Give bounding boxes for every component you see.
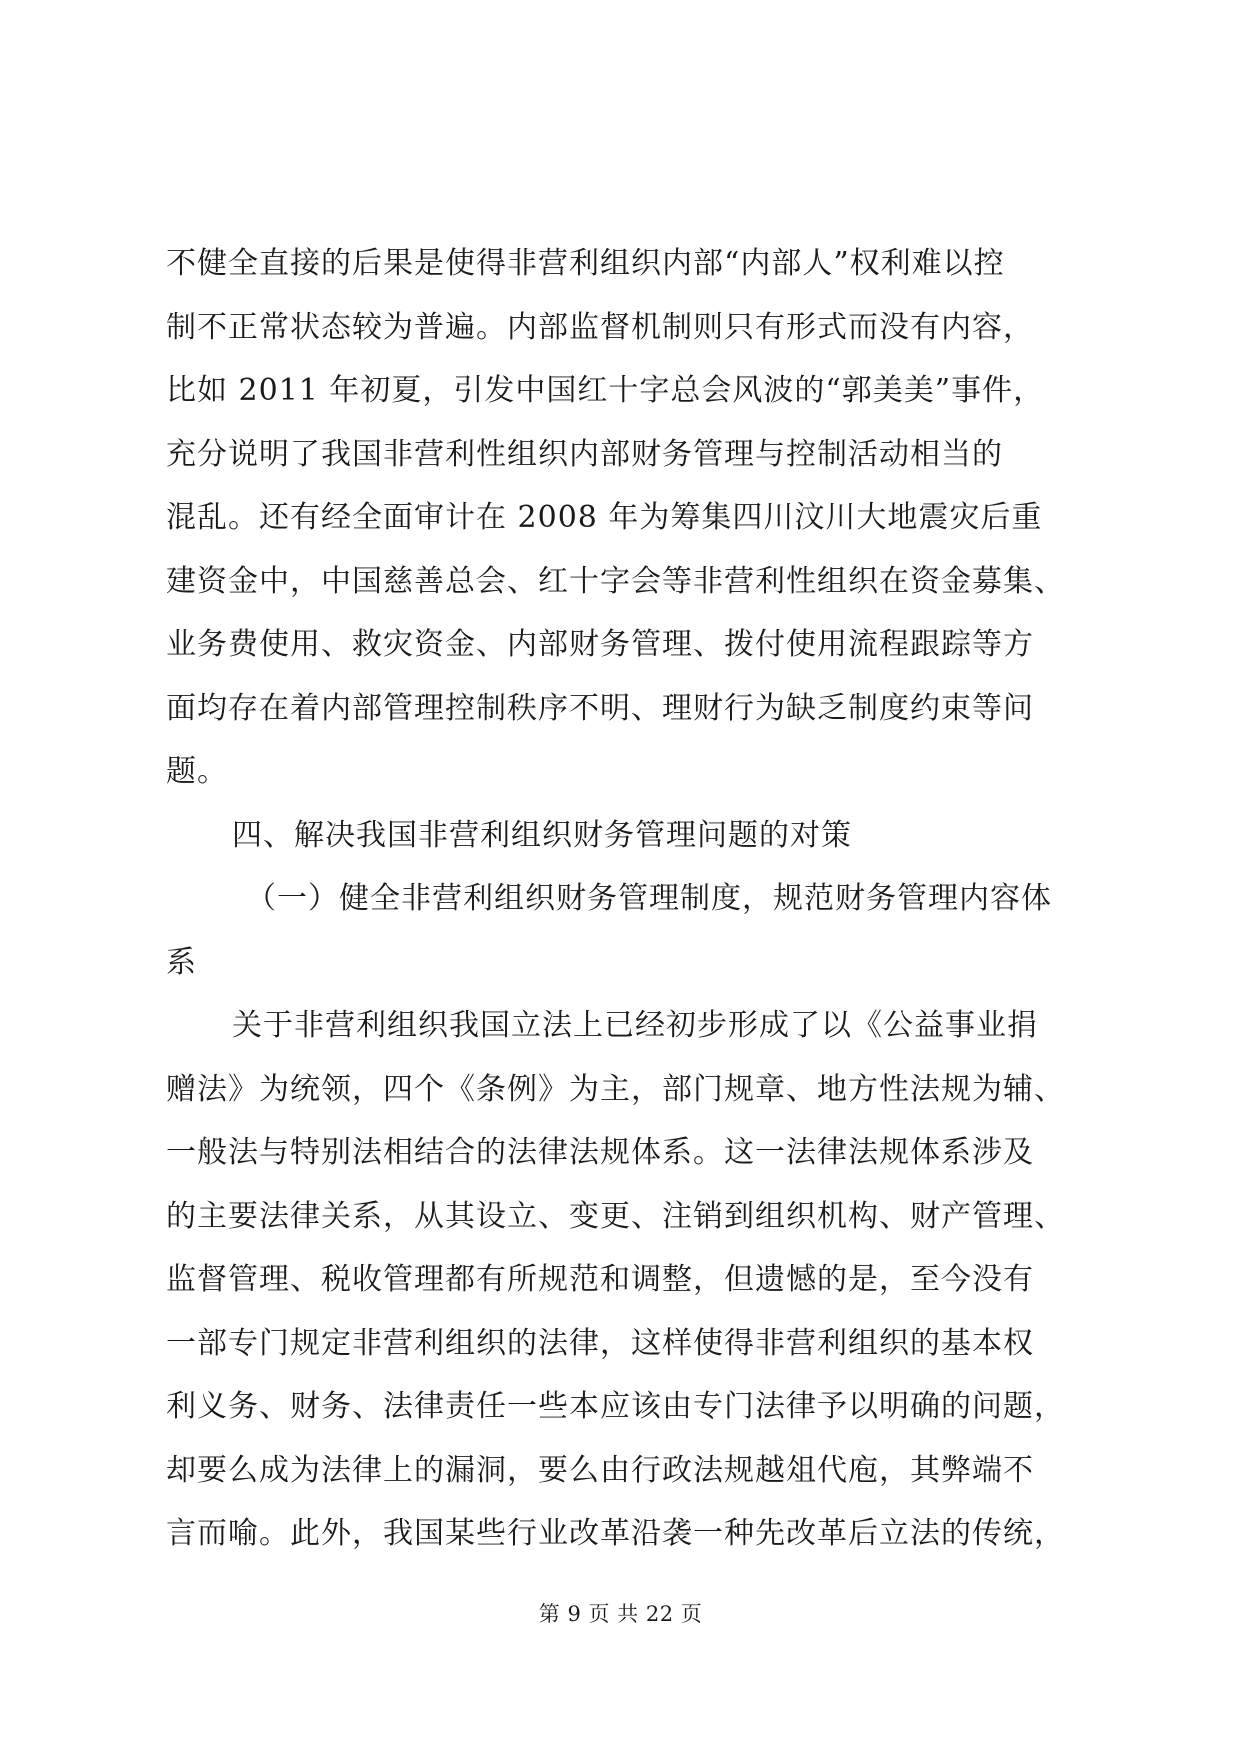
text-line: 却要么成为法律上的漏洞，要么由行政法规越俎代庖，其弊端不 bbox=[166, 1452, 1034, 1488]
subsection-heading-continued: 系 bbox=[166, 944, 197, 980]
text-line: 建资金中，中国慈善总会、红十字会等非营利性组织在资金募集、 bbox=[166, 563, 1065, 599]
section-heading: 四、解决我国非营利组织财务管理问题的对策 bbox=[232, 817, 852, 853]
text-line: 利义务、财务、法律责任一些本应该由专门法律予以明确的问题， bbox=[166, 1389, 1065, 1424]
text-line: 制不正常状态较为普遍。内部监督机制则只有形式而没有内容， bbox=[166, 309, 1034, 345]
text-line: 关于非营利组织我国立法上已经初步形成了以《公益事业捐 bbox=[232, 1008, 1038, 1043]
text-line: 的主要法律关系，从其设立、变更、注销到组织机构、财产管理、 bbox=[166, 1198, 1065, 1234]
text-line: 赠法》为统领，四个《条例》为主，部门规章、地方性法规为辅、 bbox=[166, 1071, 1065, 1107]
document-body bbox=[166, 232, 1086, 1566]
text-line: 混乱。还有经全面审计在 2008 年为筹集四川汶川大地震灾后重 bbox=[166, 500, 1043, 535]
text-line: 题。 bbox=[166, 754, 228, 789]
text-line: 监督管理、税收管理都有所规范和调整，但遗憾的是，至今没有 bbox=[166, 1262, 1034, 1297]
text-line: 不健全直接的后果是使得非营利组织内部“内部人”权利难以控 bbox=[166, 246, 1005, 281]
text-line: 一部专门规定非营利组织的法律，这样使得非营利组织的基本权 bbox=[166, 1325, 1034, 1361]
text-line: 面均存在着内部管理控制秩序不明、理财行为缺乏制度约束等问 bbox=[166, 690, 1034, 726]
page-footer: 第 9 页 共 22 页 bbox=[538, 1602, 703, 1626]
subsection-heading: （一）健全非营利组织财务管理制度，规范财务管理内容体 bbox=[246, 881, 1052, 916]
text-line: 业务费使用、救灾资金、内部财务管理、拨付使用流程跟踪等方 bbox=[166, 627, 1034, 662]
text-line: 一般法与特别法相结合的法律法规体系。这一法律法规体系涉及 bbox=[166, 1135, 1034, 1170]
text-line: 比如 2011 年初夏，引发中国红十字总会风波的“郭美美”事件， bbox=[166, 373, 1045, 408]
text-line: 言而喻。此外，我国某些行业改革沿袭一种先改革后立法的传统， bbox=[166, 1516, 1065, 1551]
text-line: 充分说明了我国非营利性组织内部财务管理与控制活动相当的 bbox=[166, 436, 1003, 472]
